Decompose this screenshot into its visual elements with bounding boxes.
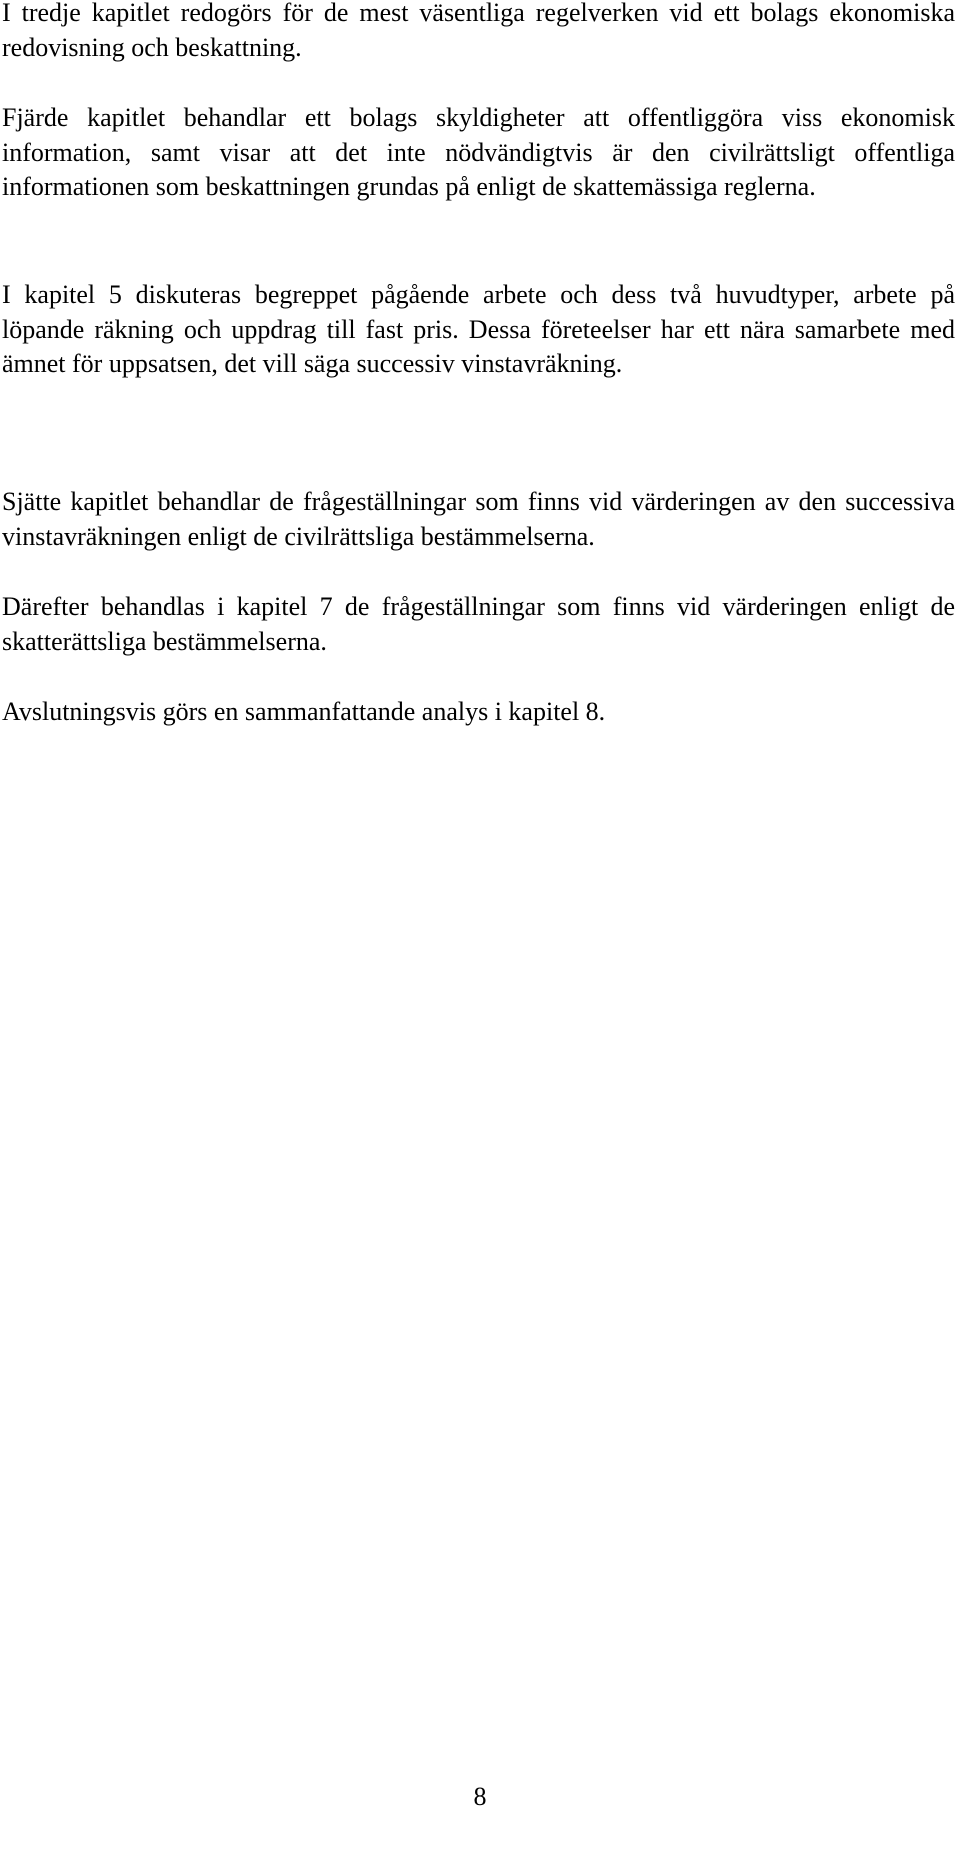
paragraph-chapter-8: Avslutningsvis görs en sammanfattande analys i kapitel 8. bbox=[2, 697, 606, 726]
paragraph-chapter-6: Sjätte kapitlet behandlar de frågeställningar som finns vid värderingen av den successiva vinstavräkningen enligt de civilrättsliga bestämmelserna. bbox=[2, 487, 955, 551]
paragraph-chapter-5: I kapitel 5 diskuteras begreppet pågående arbete och dess två huvudtyper, arbete på löpande räkning och uppdrag till fast pris. Dessa företeelser har ett nära samarbete med ämnet för uppsatsen, det vill säga successiv vinstavräkning. bbox=[2, 280, 955, 378]
paragraph-chapter-3: I tredje kapitlet redogörs för de mest väsentliga regelverken vid ett bolags ekonomiska redovisning och beskattning. bbox=[2, 0, 955, 62]
page-number: 8 bbox=[473, 1782, 487, 1811]
paragraph-chapter-7: Därefter behandlas i kapitel 7 de frågeställningar som finns vid värderingen enligt de skatterättsliga bestämmelserna. bbox=[2, 592, 955, 656]
paragraph-chapter-4: Fjärde kapitlet behandlar ett bolags skyldigheter att offentliggöra viss ekonomisk information, samt visar att det inte nödvändigtvis är den civilrättsligt offentliga informationen som beskattningen grundas på enligt de skattemässiga reglerna. bbox=[2, 103, 955, 201]
